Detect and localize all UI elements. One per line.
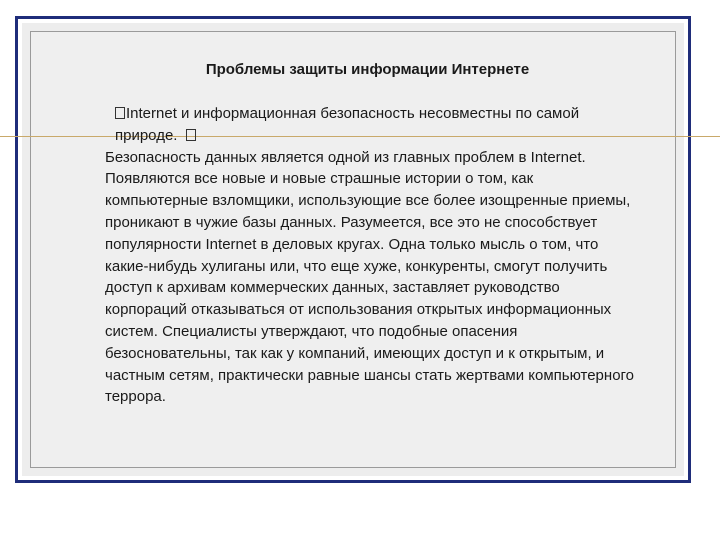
lead-text: Internet и информационная безопасность несовместны по самой природе. — [115, 105, 580, 144]
bullet-box-icon — [186, 129, 196, 141]
bullet-box-icon — [115, 107, 125, 119]
lead-paragraph — [105, 103, 635, 147]
body-paragraph: Безопасность данных является одной из главных проблем в Internet. Появляются все новые и новые страшные истории о том, как компьютерные взломщики, использующие все более изощренные приемы, проникают в чужие базы данных. Разумеется, все это не способствует популярности Internet в деловых кругах. Одна только мысль о том, что какие-нибудь хулиганы или, что еще хуже, конкуренты, смогут получить доступ к архивам коммерческих данных, заставляет руководство корпораций отказываться от использования открытых информационных систем. Специалисты утверждают, что подобные опасения безосновательны, так как у компаний, имеющих доступ и к открытым, и частным сетям, практически равные шансы стать жертвами компьютерного террора. — [105, 148, 635, 406]
slide-title: Проблемы защиты информации Интернете — [205, 61, 530, 78]
slide-body — [105, 103, 635, 408]
